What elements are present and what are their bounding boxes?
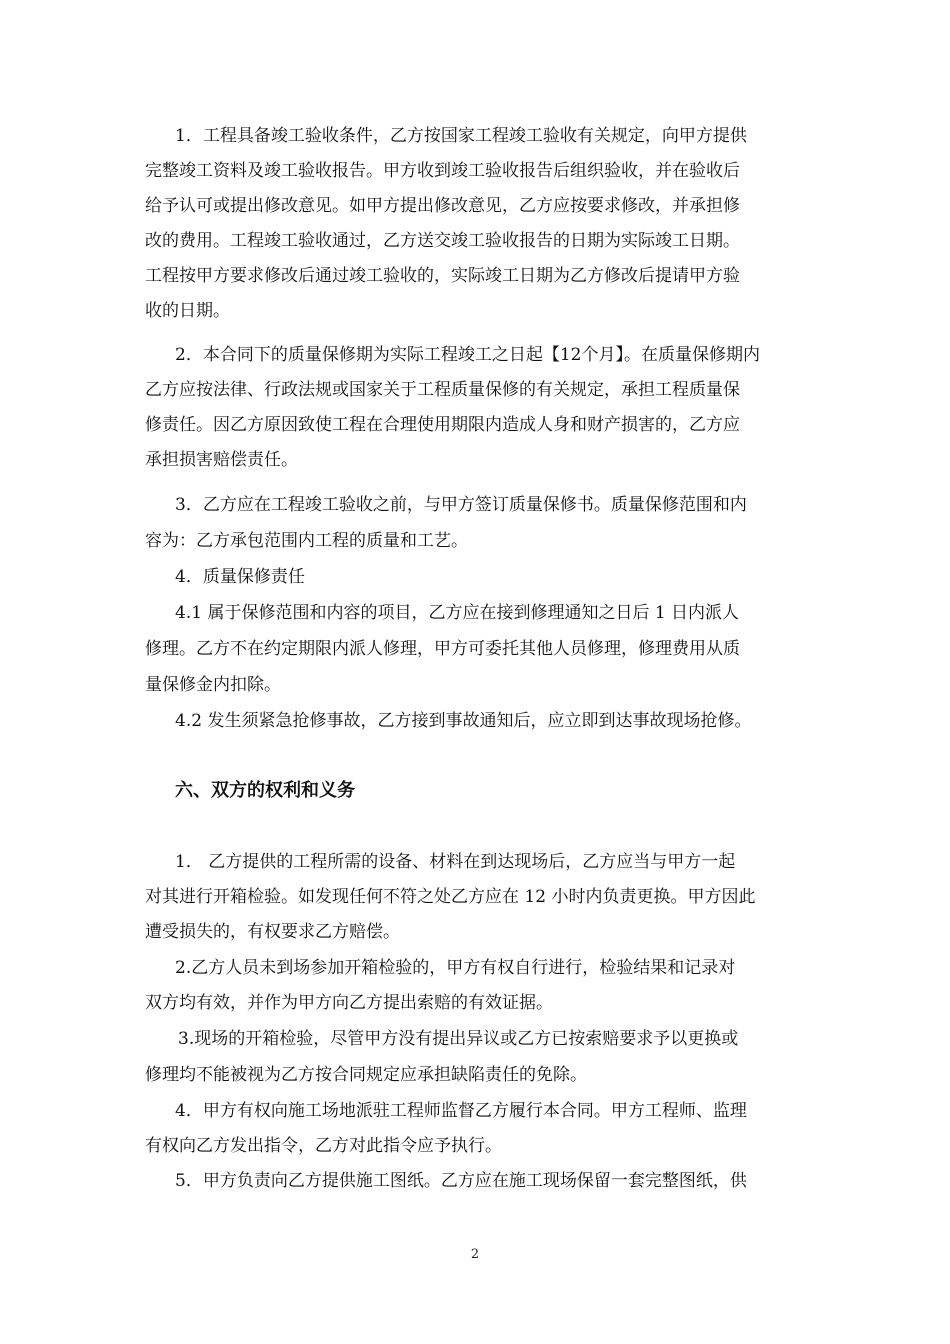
section-paragraph-5-line-1: 5．甲方负责向乙方提供施工图纸。乙方应在施工现场保留一套完整图纸，供 <box>175 1171 747 1191</box>
section-heading: 六、双方的权利和义务 <box>175 780 355 801</box>
section-paragraph-1-line-2: 对其进行开箱检验。如发现任何不符之处乙方应在 12 小时内负责更换。甲方因此 <box>145 887 756 907</box>
paragraph-2-line-2: 乙方应按法律、行政法规或国家关于工程质量保修的有关规定，承担工程质量保 <box>145 380 740 400</box>
section-paragraph-1-line-3: 遭受损失的，有权要求乙方赔偿。 <box>145 922 400 942</box>
page-number: 2 <box>470 1247 480 1262</box>
paragraph-3-line-2: 容为：乙方承包范围内工程的质量和工艺。 <box>145 531 468 551</box>
section-paragraph-3-line-1: 3.现场的开箱检验，尽管甲方没有提出异议或乙方已按索赔要求予以更换或 <box>178 1029 739 1049</box>
paragraph-1-line-3: 给予认可或提出修改意见。如甲方提出修改意见，乙方应按要求修改，并承担修 <box>145 196 740 216</box>
section-paragraph-3-line-2: 修理均不能被视为乙方按合同规定应承担缺陷责任的免除。 <box>145 1065 587 1085</box>
paragraph-4-1-line-3: 量保修金内扣除。 <box>145 675 281 695</box>
paragraph-2-line-1: 2．本合同下的质量保修期为实际工程竣工之日起【12个月】。在质量保修期内 <box>175 345 760 365</box>
section-paragraph-4-line-1: 4．甲方有权向施工场地派驻工程师监督乙方履行本合同。甲方工程师、监理 <box>175 1101 747 1121</box>
paragraph-1-line-2: 完整竣工资料及竣工验收报告。甲方收到竣工验收报告后组织验收，并在验收后 <box>145 161 740 181</box>
paragraph-1-line-4: 改的费用。工程竣工验收通过，乙方送交竣工验收报告的日期为实际竣工日期。 <box>145 231 740 251</box>
paragraph-1-line-1: 1．工程具备竣工验收条件，乙方按国家工程竣工验收有关规定，向甲方提供 <box>175 126 747 146</box>
paragraph-4-1-line-2: 修理。乙方不在约定期限内派人修理，甲方可委托其他人员修理，修理费用从质 <box>145 639 740 659</box>
paragraph-2-line-4: 承担损害赔偿责任。 <box>145 450 298 470</box>
paragraph-1-line-5: 工程按甲方要求修改后通过竣工验收的，实际竣工日期为乙方修改后提请甲方验 <box>145 266 740 286</box>
paragraph-4-line-1: 4．质量保修责任 <box>175 567 305 587</box>
paragraph-4-1-line-1: 4.1 属于保修范围和内容的项目，乙方应在接到修理通知之日后 1 日内派人 <box>175 603 740 623</box>
section-paragraph-2-line-2: 双方均有效，并作为甲方向乙方提出索赔的有效证据。 <box>145 993 553 1013</box>
section-paragraph-2-line-1: 2.乙方人员未到场参加开箱检验的，甲方有权自行进行，检验结果和记录对 <box>175 958 736 978</box>
paragraph-1-line-6: 收的日期。 <box>145 301 230 321</box>
section-paragraph-4-line-2: 有权向乙方发出指令，乙方对此指令应予执行。 <box>145 1136 502 1156</box>
section-paragraph-1-line-1: 1． 乙方提供的工程所需的设备、材料在到达现场后，乙方应当与甲方一起 <box>175 852 736 872</box>
paragraph-2-line-3: 修责任。因乙方原因致使工程在合理使用期限内造成人身和财产损害的，乙方应 <box>145 415 740 435</box>
paragraph-3-line-1: 3．乙方应在工程竣工验收之前，与甲方签订质量保修书。质量保修范围和内 <box>175 495 747 515</box>
paragraph-4-2-line-1: 4.2 发生须紧急抢修事故，乙方接到事故通知后，应立即到达事故现场抢修。 <box>175 711 752 731</box>
